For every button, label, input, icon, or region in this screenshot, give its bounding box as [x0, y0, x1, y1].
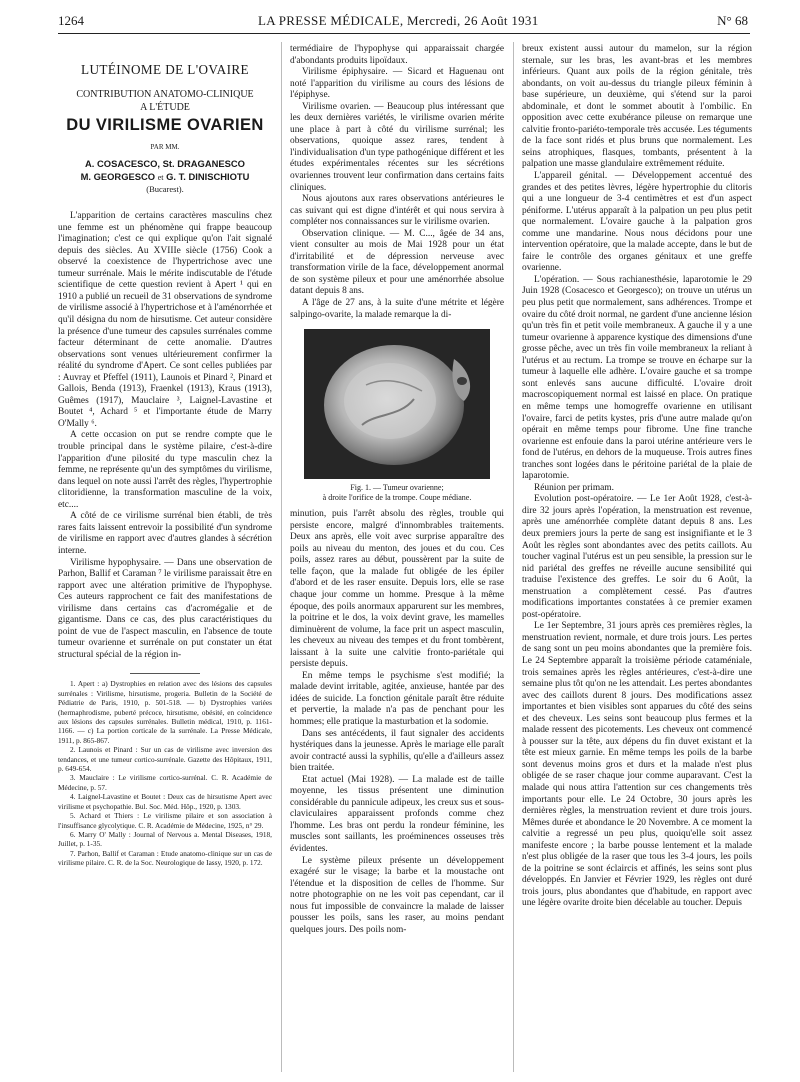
journal-title: LA PRESSE MÉDICALE, Mercredi, 26 Août 1931 — [258, 13, 539, 28]
footnote: 2. Launois et Pinard : Sur un cas de virilisme avec inversion des tendances, et une tumeur cortico-surrénale. Gazette des Hôpitaux, 1911, p. 649-654. — [58, 745, 272, 774]
paragraph: Virilisme épiphysaire. — Sicard et Haguenau ont noté l'apparition du virilisme au cours des lésions de l'épiphyse. — [290, 67, 504, 101]
header-rule — [58, 33, 750, 34]
paragraph: Le 1er Septembre, 31 jours après ces premières règles, la menstruation revient, normale, et dure trois jours. Les pertes de sang sont un peu moins abondantes que la première fois. Le 24 Septembre apparaît la troisième période cataméniale, trois semaines après les règles antérieures, c'est-à-dire une semaine plus tôt qu'on ne les attendait. Les pertes abondantes avec des caillots durent 8 jours. Des modifications assez importantes et bien visibles sont apparues du côté des seins et des cheveux. Les seins sont beaucoup plus fermes et la malade ressent des picotements. Les cheveux ont commencé à pousser sur la tête, aux dépens du fin duvet existant et la tête est mieux garnie. En même temps les poils de la barbe sont devenus moins gros et durs et la malade n'est plus obligée de se raser chaque jour comme auparavant. C'est la malade qui nous attira l'attention sur ces changements très importants pour elle. Le 24 Octobre, 30 jours après les dernières règles, la menstruation revient et dure trois jours. Mêmes durée et abondance le 20 Novembre. A ce moment la calvitie a regressé un peu plus, quoiqu'elle soit assez manifeste encore ; la barbe pousse lentement et la malade n'est plus obligée de la raser que tous les 3-4 jours, les poils de la poitrine se sont éclaircis et affinés, les seins sont plus développés. En Janvier et Février 1929, les règles ont duré trois jours, plus abondantes que d'habitude, en rapport avec une légère ovarite droite bien décelable au toucher. Depuis — [522, 621, 752, 909]
paragraph: Nous ajoutons aux rares observations antérieures le cas suivant qui est digne d'intérêt et qui nous servira à compléter nos connaissances sur le virilisme ovarien. — [290, 194, 504, 228]
article-subtitle-2: A L'ÉTUDE — [140, 102, 190, 113]
footnote: 4. Laignel-Lavastine et Boutet : Deux cas de hirsutisme Apert avec virilisme et psychopathie. Bul. Soc. Méd. Hôp., 1920, p. 1303. — [58, 792, 272, 811]
issue-number: N° 68 — [717, 13, 748, 28]
authors-et: et — [157, 172, 164, 182]
author-dinischiotu: G. T. DINISCHIOTU — [166, 170, 250, 182]
page-header — [58, 10, 748, 32]
page-number: 1264 — [58, 13, 84, 28]
footnote: 1. Apert : a) Dystrophies en relation avec des lésions des capsules surrénales : Virilisme, hirsutisme, progeria. Bulletin de la Société de Pédiatrie de Paris, 1910, p. 501-518. — b) Dystrophies variées (hermaphrodisme, puberté précoce, hirsutisme, obésité, en coïncidence aux lésions des capsules surrénales. Bulletin médical, 1910, p. 1161-1166. — c) La portion corticale de la surrénale. La Presse Médicale, 1911, p. 865-867. — [58, 679, 272, 745]
footnote-rule — [130, 673, 200, 674]
figure-caption-line-2: à droite l'orifice de la trompe. Coupe médiane. — [322, 493, 472, 503]
figure-1 — [290, 329, 504, 503]
column-3 — [522, 44, 752, 910]
authors-line-1: A. COSACESCO, St. DRAGANESCO — [85, 157, 245, 169]
paragraph: A côté de ce virilisme surrénal bien établi, de très rares faits laissent entrevoir la possibilité d'un syndrome de virilisme en rapport avec d'autres glandes à sécrétion interne. — [58, 511, 272, 556]
paragraph: Virilisme hypophysaire. — Dans une observation de Parhon, Ballif et Caraman ⁷ le virilisme paraissait être en rapport avec une altération primitive de l'hypophyse. Ces auteurs rapprochent ce fait des manifestations de virilisme dans certains cas d'acromégalie et de gigantisme. Dans ce cas, des plus caractéristiques du point de vue de l'aspect masculin, en l'absence de toute tumeur ovarienne et surrénale on put constater un état structural spécial de la région in- — [58, 557, 272, 660]
article-title-main: DU VIRILISME OVARIEN — [66, 116, 264, 134]
authors-line-2 — [58, 170, 272, 184]
paragraph: termédiaire de l'hypophyse qui apparaissait chargée d'abondants produits lipoïdaux. — [290, 44, 504, 66]
paragraph: Le système pileux présente un développement exagéré sur le visage; la barbe et la moustache ont l'étendue et la disposition de celles de l'homme. Sur notre photographie on ne les voit pas cependant, car il nous fut impossible de convaincre la malade de laisser pousser les poils, sans les raser, au moins pendant quelques jours. Des poils nom- — [290, 855, 504, 935]
paragraph: L'apparition de certains caractères masculins chez une femme est un phénomène qui frappe beaucoup l'imagination; c'est ce qui explique qu'on l'ait signalé depuis des siècles. Au XVIIIe siècle (1756) Cook a observé la coexistence de l'hypertrichose avec une tumeur surrénale. Mais le mérite indiscutable de l'étude scientifique de cette question revient à Apert ¹ qui en 1910 a publié un recueil de 31 observations de syndrome de virilisme associé à l'hypertrichose et à l'aménorrhée et qu'il désigna du nom de hirsutisme. Cet auteur considère la présence d'une tumeur des capsules surrénales comme facteur déterminant de cette anomalie. D'autres observations sont venues ultérieurement confirmer la réalité du syndrome d'Apert. Ce sont celles publiées par : Auvray et Pfeffel (1911), Launois et Pinard ², Pinard et Gallois, Benda (1913), Fraenkel (1913), Kraus (1913), Guêmes (1917), Mauclaire ³, Laignel-Lavastine et Boutet ⁴, Achard ⁵ et l'importante étude de Marry O'Mally ⁶. — [58, 211, 272, 429]
authors — [58, 157, 272, 184]
article-title-block — [58, 62, 272, 154]
paragraph: En même temps le psychisme s'est modifié; la malade devint irritable, agitée, anxieuse, hantée par des idées de suicide. La fonction génitale paraît être réduite et pervertie, la malade n'a pas de penchant pour les hommes; elle pratique la masturbation et la sodomie. — [290, 670, 504, 727]
tumor-photograph — [304, 329, 490, 479]
column-divider-2 — [513, 42, 514, 1072]
paragraph: breux existent aussi autour du mamelon, sur la région sternale, sur les bras, les avant-bras et les membres inférieurs. Quant aux poils de la région génitale, très abondants, on voit au-dessus du triangle pileux féminin à base supérieure, un deuxième, qui s'étend sur la paroi abdominale, et dont le sommet aboutit à l'ombilic. En opposition avec cette exubérance pileuse on remarque une calvitie fronto-pariéto-temporale très accusée. Les téguments de la face sont ridés et plus bruns que normalement. Les seins atrophiques, flasques, tombants, présentent à la palpation une masse glandulaire extrêmement réduite. — [522, 44, 752, 170]
footnote: 7. Parhon, Ballif et Caraman : Etude anatomo-clinique sur un cas de virilisme pilaire. C. R. de la Soc. Neurologique de Iassy, 1920, p. 172. — [58, 848, 272, 868]
figure-caption — [290, 483, 504, 503]
figure-caption-line-1: Fig. 1. — Tumeur ovarienne; — [350, 483, 444, 493]
footnotes — [58, 679, 272, 867]
paragraph: A cette occasion on put se rendre compte que le trouble principal dans le système pilaire, c'est-à-dire l'apparition d'une pilosité du type masculin chez la femme, ne représente qu'un des symptômes du virilisme, dans lequel on note aussi l'arrêt des règles, l'hypertrophie clitoridienne, la transformation masculine de la voix, etc.... — [58, 430, 272, 510]
column-divider-1 — [281, 42, 282, 1072]
article-subtitle-1: CONTRIBUTION ANATOMO-CLINIQUE — [76, 89, 254, 100]
paragraph: Evolution post-opératoire. — Le 1er Août 1928, c'est-à-dire 32 jours après l'opération, la menstruation est revenue, après une aménorrhée complète datant depuis 8 ans. Les deux premiers jours la perte de sang est insignifiante et le 3 Août les règles sont abondantes avec des petits caillots. Au toucher vaginal l'utérus est un peu sensible, la pression sur le nid pariétal des greffes ne réveille aucune sensibilité qui traduise l'existence des greffes. Le soir du 6 Août, la menstruation a complètement cessé. Pas d'autres modifications importantes constatées à ce premier examen post-opératoire. — [522, 494, 752, 620]
paragraph: L'opération. — Sous rachianesthésie, laparotomie le 29 Juin 1928 (Cosacesco et Georgesco); on trouve un utérus un peu plus petit que normalement, sans adhérences. Trompe et ovaire du côté droit normal, ne gardent d'une ancienne lésion qu'un très fin et petit voile membraneux. A gauche il y a une tumeur ovarienne à apparence kystique des dimensions d'une grosse pêche, avec un très fin voile membraneux la reliant à l'utérus et au rectum. La trompe se trouve en écharpe sur la tumeur à laquelle elle adhère. L'ovaire gauche et sa trompe sont enlevés sans aucune difficulté. L'ovaire droit macroscopiquement normal est laissé en place. On pratique en même temps une homogreffe ovarienne en utilisant l'ovaire, farci de petits kystes, pris d'une autre malade qu'on opérait en même temps pour fibrome. Une fine tranche ovarienne est enfouie dans la paroi utérine antérieure vers le fond de l'utérus, en dehors de la muqueuse. Trois autres fines tranches sont logées dans le péritoine pariétal de la plaie de laparotomie. — [522, 274, 752, 482]
paragraph: Réunion per primam. — [534, 482, 614, 493]
paragraph: minution, puis l'arrêt absolu des règles, trouble qui persiste encore, malgré d'innombrables traitements. Deux ans après, elle voit avec surprise apparaître des poils au niveau du menton, des joues et du cou. Ces poils, assez rares au début, poussèrent par la suite de telle façon, que la malade fut obligée de les épiler d'abord et de les raser ensuite. Depuis lors, elle se rase chaque jour comme un homme. Presque à la même époque, des poils anormaux apparurent sur les membres, la poitrine et le dos, la voix devint grave, les mamelles diminuèrent de volume, la face prit un aspect masculin, les cheveux au niveau des tempes et du front tombèrent, laissant à la suite une calvitie fronto-pariétale qui persiste depuis. — [290, 509, 504, 670]
byline-par: PAR MM. — [150, 143, 180, 151]
paragraph: Dans ses antécédents, il faut signaler des accidents hystériques dans la jeunesse. Après le mariage elle paraît avoir contracté aussi la syphilis, qu'elle a d'ailleurs assez bien traitée. — [290, 728, 504, 774]
footnote: 3. Mauclaire : Le virilisme cortico-surrénal. C. R. Académie de Médecine, p. 57. — [58, 773, 272, 792]
paragraph: Observation clinique. — M. C..., âgée de 34 ans, vient consulter au mois de Mai 1928 pour un état d'irritabilité et de dépression nerveuse avec transformation virile de la face, développement anormal de son système pileux et pour une aménorrhée absolue datant depuis 8 ans. — [290, 228, 504, 297]
paragraph: Virilisme ovarien. — Beaucoup plus intéressant que les deux dernières variétés, le virilisme ovarien mérite une place à part à côté du virilisme surrénal; les observations, quoique assez rares, tendent à l'individualisation d'un type pathogénique différent et les études expérimentales récentes sur les sécrétions ovariennes trouvent leur confirmation dans certains faits cliniques. — [290, 101, 504, 193]
paragraph: Etat actuel (Mai 1928). — La malade est de taille moyenne, les tissus présentent une diminution considérable du pannicule adipeux, les creux sus et sous-claviculaires apparaissent profonds comme chez l'homme. Les bras ont perdu la rondeur féminine, les muscles sont saillants, les proéminences osseuses très évidentes. — [290, 774, 504, 854]
article-title: LUTÉINOME DE L'OVAIRE — [80, 62, 250, 77]
author-georgesco: M. GEORGESCO — [80, 170, 156, 182]
author-city: (Bucarest). — [146, 183, 184, 194]
paragraph: A l'âge de 27 ans, à la suite d'une métrite et légère salpingo-ovarite, la malade remarque la di- — [290, 298, 504, 320]
column-1 — [58, 44, 272, 868]
paragraph: L'appareil génital. — Développement accentué des grandes et des petites lèvres, légère hypertrophie du clitoris qui a une longueur de 3-4 centimètres et est d'un aspect péniforme. L'utérus apparaît à la palpation un peu plus petit que normalement. L'ovaire gauche à la palpation gros comme une mandarine. Nous nous décidons pour une intervention opératoire, que la malade accepte, dans le but de faire le contrôle des organes génitaux et une greffe ovarienne. — [522, 171, 752, 274]
column-2 — [290, 44, 504, 936]
footnote: 6. Marry O' Mally : Journal of Nervous a. Mental Diseases, 1918, Juillet, p. 1-35. — [58, 829, 272, 849]
footnote: 5. Achard et Thiers : Le virilisme pilaire et son association à l'insuffisance glycolytique. C. R. Académie de Médecine, 1925, n° 29. — [58, 811, 272, 830]
